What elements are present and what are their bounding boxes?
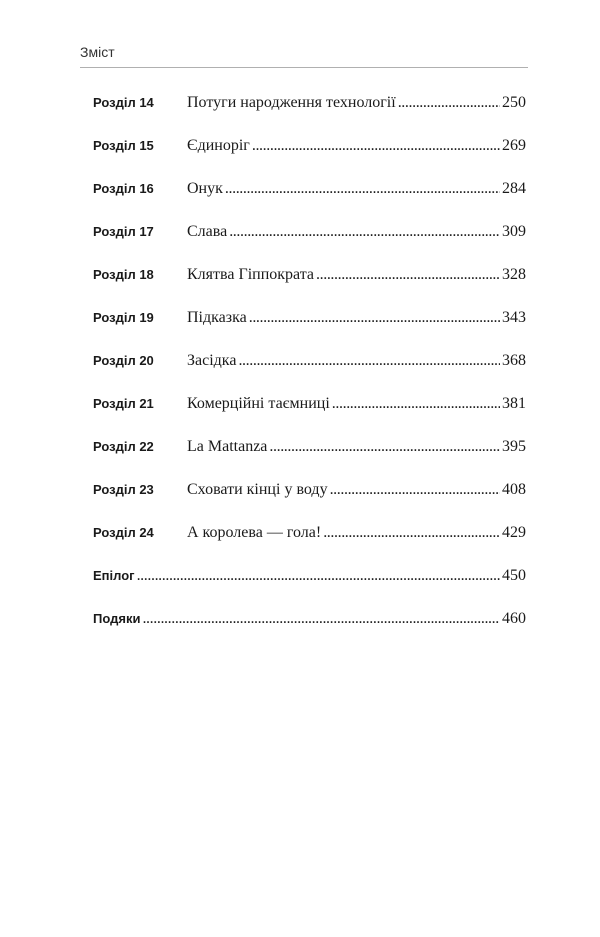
dot-leader xyxy=(249,307,500,329)
dot-leader xyxy=(330,479,500,501)
page-number: 328 xyxy=(502,266,526,283)
chapter-title: Комерційні таємниці xyxy=(187,395,330,412)
chapter-title: Засідка xyxy=(187,352,237,369)
page-number: 450 xyxy=(502,567,526,584)
running-head: Зміст xyxy=(80,44,115,60)
chapter-label: Розділ 21 xyxy=(93,396,154,411)
dot-leader xyxy=(142,608,500,630)
page-number: 395 xyxy=(502,438,526,455)
chapter-title: Підказка xyxy=(187,309,247,326)
page-number: 381 xyxy=(502,395,526,412)
chapter-title: Слава xyxy=(187,223,228,240)
page-number: 368 xyxy=(502,352,526,369)
chapter-title: А королева — гола! xyxy=(187,524,322,541)
chapter-label: Розділ 24 xyxy=(93,525,154,540)
chapter-title: Єдиноріг xyxy=(187,137,250,154)
page-number: 269 xyxy=(502,137,526,154)
toc-entry-chapter-16[interactable] xyxy=(93,178,526,221)
toc-entry-epilogue[interactable] xyxy=(93,565,526,608)
chapter-title: Потуги народження технології xyxy=(187,94,396,111)
chapter-label: Розділ 20 xyxy=(93,353,154,368)
chapter-label: Розділ 23 xyxy=(93,482,154,497)
dot-leader xyxy=(137,565,500,587)
dot-leader xyxy=(323,522,500,544)
dot-leader xyxy=(269,436,500,458)
chapter-label: Розділ 14 xyxy=(93,95,154,110)
chapter-label: Розділ 18 xyxy=(93,267,154,282)
toc-entry-chapter-18[interactable] xyxy=(93,264,526,307)
chapter-title: Онук xyxy=(187,180,223,197)
toc-entry-chapter-22[interactable] xyxy=(93,436,526,479)
toc-entry-chapter-23[interactable] xyxy=(93,479,526,522)
page-number: 460 xyxy=(502,610,526,627)
dot-leader xyxy=(238,350,500,372)
toc-entry-chapter-20[interactable] xyxy=(93,350,526,393)
header-rule xyxy=(80,67,528,68)
toc-entry-chapter-19[interactable] xyxy=(93,307,526,350)
toc-entry-chapter-17[interactable] xyxy=(93,221,526,264)
toc-entry-chapter-24[interactable] xyxy=(93,522,526,565)
chapter-label: Розділ 17 xyxy=(93,224,154,239)
page-number: 309 xyxy=(502,223,526,240)
dot-leader xyxy=(332,393,500,415)
chapter-title: La Mattanza xyxy=(187,438,268,455)
epilogue-label: Епілог xyxy=(93,568,135,583)
dot-leader xyxy=(398,92,500,114)
chapter-label: Розділ 16 xyxy=(93,181,154,196)
toc-entry-chapter-14[interactable] xyxy=(93,92,526,135)
acknowledgements-label: Подяки xyxy=(93,611,141,626)
toc-entry-chapter-21[interactable] xyxy=(93,393,526,436)
dot-leader xyxy=(316,264,500,286)
page-number: 250 xyxy=(502,94,526,111)
page-number: 343 xyxy=(502,309,526,326)
page-number: 429 xyxy=(502,524,526,541)
chapter-label: Розділ 19 xyxy=(93,310,154,325)
dot-leader xyxy=(252,135,500,157)
chapter-title: Сховати кінці у воду xyxy=(187,481,328,498)
table-of-contents xyxy=(93,92,526,651)
page-number: 284 xyxy=(502,180,526,197)
toc-entry-chapter-15[interactable] xyxy=(93,135,526,178)
chapter-label: Розділ 15 xyxy=(93,138,154,153)
page-number: 408 xyxy=(502,481,526,498)
toc-entry-acknowledgements[interactable] xyxy=(93,608,526,651)
dot-leader xyxy=(229,221,500,243)
chapter-title: Клятва Гіппократа xyxy=(187,266,315,283)
dot-leader xyxy=(225,178,500,200)
chapter-label: Розділ 22 xyxy=(93,439,154,454)
